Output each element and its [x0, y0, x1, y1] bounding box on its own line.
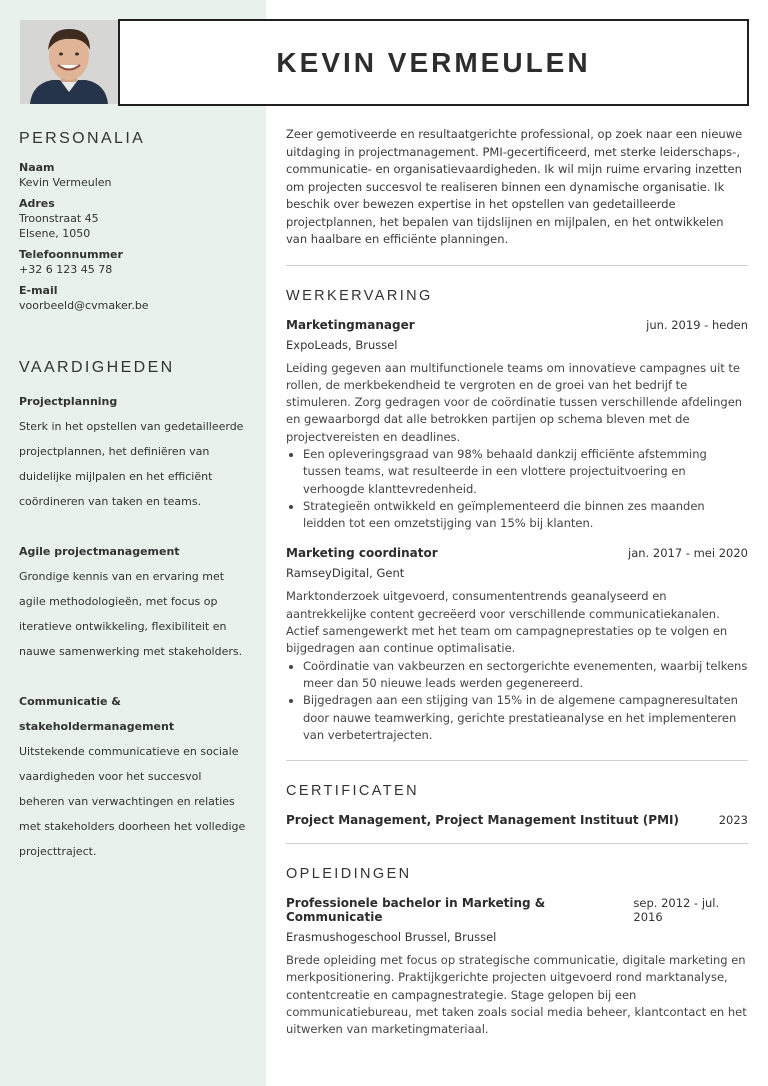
list-item: • Coördinatie van vakbeurzen en sectorgerichte evenementen, waarbij telkens meer dan 50 nieuwe leads werden gegenereerd. [303, 658, 748, 693]
field-label: Telefoonnummer [19, 248, 123, 261]
job-date: jun. 2019 - heden [646, 317, 748, 332]
work-entry [286, 546, 748, 744]
list-item: • Een opleveringsgraad van 98% behaald dankzij efficiënte afstemming tussen teams, wat resulteerde in een vlottere projectuitvoering en verhoogde klanttevredenheid. [303, 446, 748, 498]
skill-item [19, 689, 249, 864]
divider [286, 760, 748, 761]
candidate-name: KEVIN VERMEULEN [276, 46, 591, 78]
field-value: +32 6 123 45 78 [19, 263, 113, 276]
skill-desc: Uitstekende communicatieve en sociale vaardigheden voor het succesvol beheren van verwachtingen en relaties met stakeholders doorheen het volledige projecttraject. [19, 745, 246, 858]
personalia-heading: PERSONALIA [19, 130, 146, 147]
work-heading: WERKERVARING [286, 287, 433, 304]
job-company: ExpoLeads, Brussel [286, 337, 398, 352]
name-header [118, 19, 749, 106]
job-title: Marketingmanager [286, 317, 415, 332]
job-description: Leiding gegeven aan multifunctionele teams om innovatieve campagnes uit te rollen, de merkbekendheid te vergroten en de groei van het bedrijf te stimuleren. Zorg gedragen voor de coördinatie tussen verschillende afdelingen en gewaarborgd dat alle betrokken partijen op schema bleven met de projectvereisten en deadlines. [286, 360, 743, 444]
skill-desc: Grondige kennis van en ervaring met agile methodologieën, met focus op iteratieve ontwikkeling, flexibiliteit en nauwe samenwerking met stakeholders. [19, 570, 243, 658]
field-value: Kevin Vermeulen [19, 176, 112, 189]
list-item: • Strategieën ontwikkeld en geïmplementeerd die binnen zes maanden leidden tot een omzetstijging van 15% bij klanten. [303, 498, 748, 533]
job-title: Marketing coordinator [286, 546, 438, 561]
education-heading: OPLEIDINGEN [286, 866, 412, 883]
field-value[interactable]: voorbeeld@cvmaker.be [19, 299, 149, 312]
field-label: Adres [19, 197, 55, 210]
personalia-name [19, 160, 249, 190]
job-bullets [286, 446, 748, 532]
sidebar-content [19, 130, 249, 889]
certificate-entry [286, 813, 748, 827]
skill-title: Agile projectmanagement [19, 545, 180, 558]
entry-head [286, 546, 748, 560]
main-content [286, 126, 748, 1049]
degree-title: Professionele bachelor in Marketing & Communicatie [286, 896, 546, 925]
job-company: RamseyDigital, Gent [286, 566, 405, 581]
personalia-address [19, 196, 249, 241]
work-entry [286, 318, 748, 533]
skill-title: Projectplanning [19, 395, 118, 408]
entry-head [286, 318, 748, 332]
certificate-title: Project Management, Project Management Instituut (PMI) [286, 813, 679, 828]
personalia-email [19, 283, 249, 313]
skills-section [19, 359, 249, 864]
certificates-heading: CERTIFICATEN [286, 783, 419, 800]
field-label: Naam [19, 161, 55, 174]
personalia-phone [19, 247, 249, 277]
skill-desc: Sterk in het opstellen van gedetailleerde projectplannen, het definiëren van duidelijke mijlpalen en het efficiënt coördineren van taken en teams. [19, 420, 244, 508]
education-entry [286, 896, 748, 1038]
field-value: Elsene, 1050 [19, 227, 91, 240]
field-label: E-mail [19, 284, 58, 297]
entry-head [286, 813, 748, 827]
list-item: • Bijgedragen aan een stijging van 15% in de algemene campagneresultaten door nauwe teamwerking, gerichte prestatieanalyse en het implementeren van verbetertrajecten. [303, 692, 748, 744]
job-bullets [286, 658, 748, 744]
skills-heading: VAARDIGHEDEN [19, 359, 175, 376]
entry-head [286, 896, 748, 924]
profile-summary: Zeer gemotiveerde en resultaatgerichte professional, op zoek naar een nieuwe uitdaging in projectmanagement. PMI-gecertificeerd, met sterke leiderschaps-, communicatie- en organisatievaardigheden. Ik wil mijn ruime ervaring inzetten om projecten succesvol te realiseren binnen een dynamische organisatie. Ik beschik over bewezen expertise in het opstellen van gedetailleerde projectplannen, het bepalen van tijdslijnen en mijlpalen, en het ontwikkelen van haalbare en efficiënte planningen. [286, 127, 743, 246]
field-value: Troonstraat 45 [19, 212, 99, 225]
divider [286, 265, 748, 266]
skill-item [19, 539, 249, 664]
school-name: Erasmushogeschool Brussel, Brussel [286, 930, 497, 945]
skill-item [19, 389, 249, 514]
job-description: Marktonderzoek uitgevoerd, consumententrends geanalyseerd en aantrekkelijke content gecreëerd voor verschillende communicatiekanalen. Actief samengewerkt met het team om campagneprestaties op te volgen en bijgedragen aan continue optimalisatie. [286, 589, 728, 656]
divider [286, 843, 748, 844]
degree-date: sep. 2012 - jul. 2016 [633, 896, 720, 925]
skill-title: Communicatie & stakeholdermanagement [19, 695, 175, 733]
profile-photo [20, 20, 118, 104]
certificate-date: 2023 [718, 813, 748, 828]
degree-description: Brede opleiding met focus op strategische communicatie, digitale marketing en merkpositionering. Praktijkgerichte projecten uitgevoerd rond marktanalyse, contentcreatie en campagnestrategie. Stage gelopen bij een communicatiebureau, met taken zoals social media beheer, klantcontact en het uitwerken van marketingmateriaal. [286, 953, 747, 1037]
job-date: jan. 2017 - mei 2020 [628, 546, 748, 561]
